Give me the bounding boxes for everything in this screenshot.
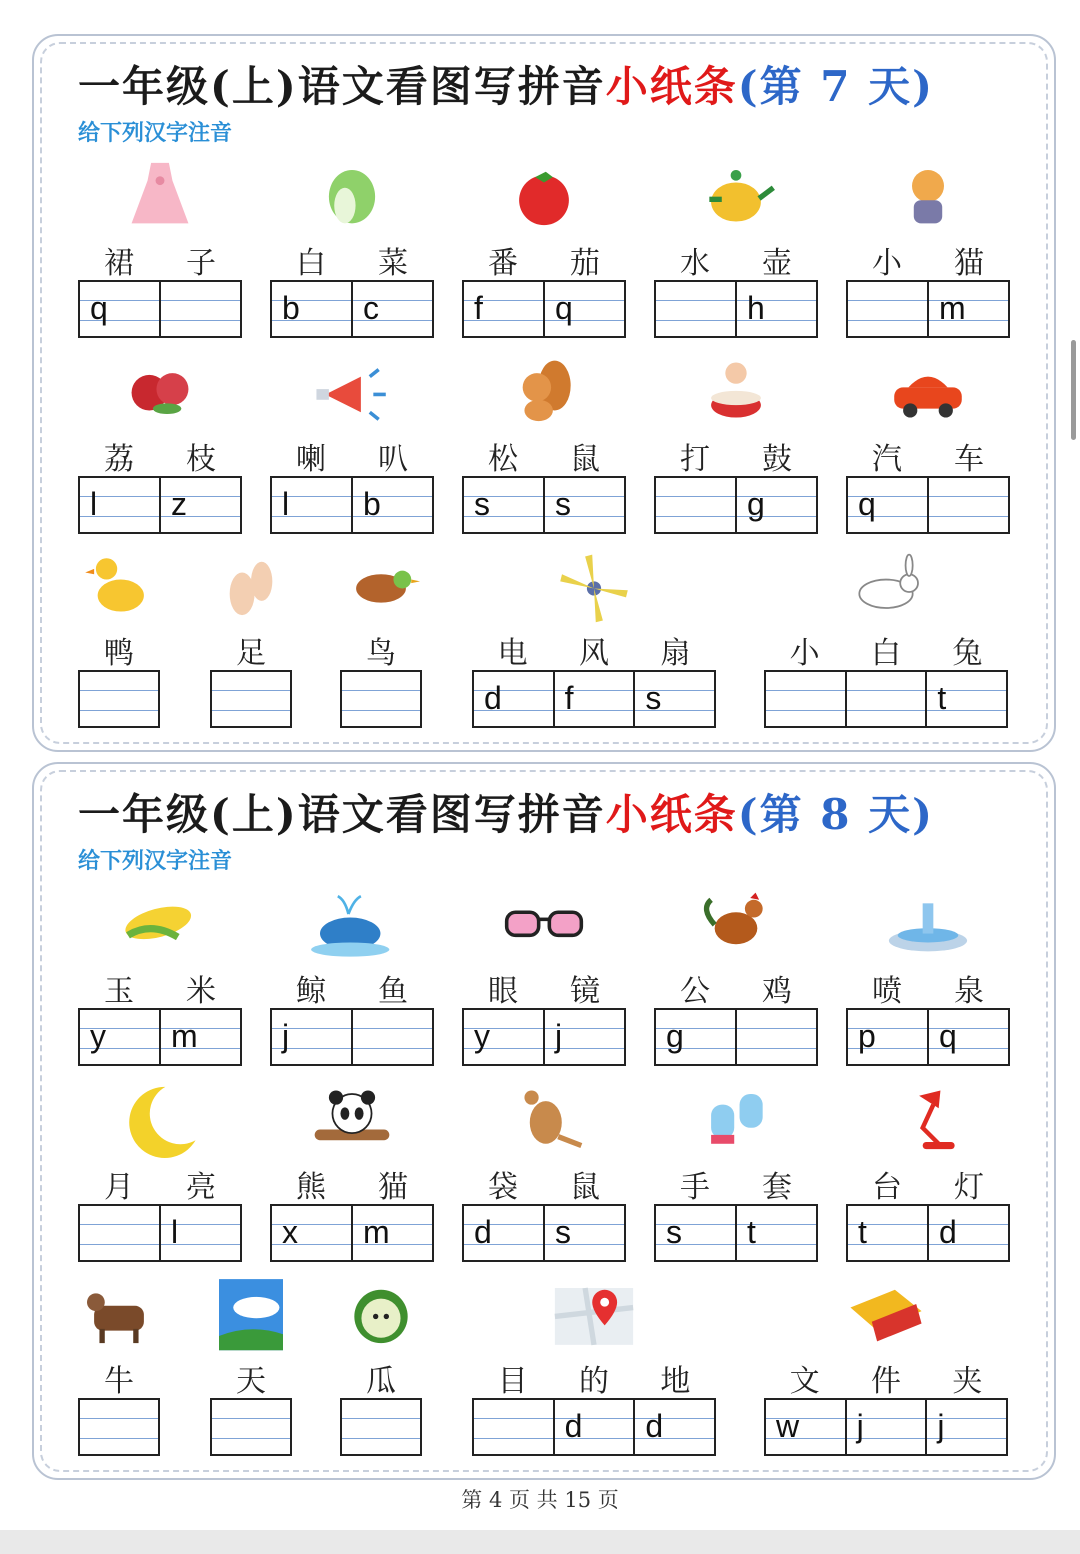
hanzi-char: 喇 [296, 442, 326, 477]
hanzi-char: 米 [186, 974, 216, 1009]
pinyin-writing-box[interactable] [848, 1206, 927, 1260]
pinyin-initial: g [747, 486, 765, 522]
pinyin-initial: t [937, 680, 947, 716]
pinyin-initial: f [564, 680, 574, 716]
car-icon [878, 350, 978, 434]
pinyin-boxes [846, 280, 1010, 338]
hanzi-row [78, 238, 242, 282]
hanzi-char: 车 [954, 442, 984, 477]
kettle-icon [686, 154, 786, 238]
pinyin-writing-box[interactable] [159, 1206, 240, 1260]
hanzi-char: 玉 [104, 974, 134, 1009]
hanzi-char: 的 [578, 1364, 609, 1399]
worksheet-card-day8 [32, 762, 1056, 1480]
hanzi-char: 文 [789, 1364, 820, 1399]
cow-icon [69, 1272, 169, 1356]
pinyin-boxes [210, 1398, 292, 1456]
pinyin-initial: q [939, 1018, 957, 1054]
pinyin-writing-box[interactable] [735, 1206, 816, 1260]
hanzi-row [472, 628, 716, 672]
hanzi-row [764, 628, 1008, 672]
hanzi-char: 泉 [954, 974, 984, 1009]
drum-icon [686, 350, 786, 434]
pinyin-boxes [270, 1008, 434, 1066]
hanzi-char: 小 [872, 246, 902, 281]
dress-icon [110, 154, 210, 238]
pinyin-initial: q [858, 486, 876, 522]
hanzi-char: 兔 [952, 636, 983, 671]
pinyin-initial: h [747, 290, 765, 326]
pinyin-writing-box[interactable] [925, 1400, 1006, 1454]
pinyin-writing-box[interactable] [656, 478, 735, 532]
pinyin-writing-box[interactable] [543, 1010, 624, 1064]
pinyin-initial: p [858, 1018, 876, 1054]
lychee-icon [110, 350, 210, 434]
hanzi-char: 鼠 [570, 1170, 600, 1205]
hanzi-char: 裙 [104, 246, 134, 281]
gloves-icon [686, 1078, 786, 1162]
pinyin-item [462, 350, 626, 532]
hanzi-char: 地 [660, 1364, 691, 1399]
pinyin-writing-box[interactable] [351, 282, 432, 336]
hanzi-row [78, 1162, 242, 1206]
hanzi-char: 镜 [570, 974, 600, 1009]
pinyin-writing-box[interactable] [272, 1206, 351, 1260]
hanzi-char: 打 [680, 442, 710, 477]
pinyin-item [472, 1272, 716, 1454]
instruction-text: 给下列汉字注音 [78, 849, 233, 874]
pinyin-boxes [846, 1204, 1010, 1262]
pinyin-item [846, 1078, 1010, 1260]
pinyin-writing-box[interactable] [656, 1206, 735, 1260]
pinyin-item [78, 1078, 242, 1260]
hanzi-row [846, 1162, 1010, 1206]
pinyin-initial: d [645, 1408, 664, 1444]
pinyin-writing-box[interactable] [351, 478, 432, 532]
pinyin-boxes [210, 670, 292, 728]
pinyin-boxes [472, 670, 716, 728]
pinyin-writing-box[interactable] [464, 478, 543, 532]
hanzi-char: 荔 [104, 442, 134, 477]
pinyin-writing-box[interactable] [735, 1010, 816, 1064]
pinyin-item [764, 544, 1008, 726]
pinyin-initial: b [363, 486, 381, 522]
pinyin-boxes [462, 1008, 626, 1066]
pinyin-writing-box[interactable] [766, 1400, 845, 1454]
hanzi-row [270, 1162, 434, 1206]
pinyin-item [340, 1272, 422, 1454]
pinyin-writing-box[interactable] [656, 1010, 735, 1064]
pinyin-boxes [78, 280, 242, 338]
pinyin-boxes [764, 1398, 1008, 1456]
pinyin-boxes [846, 1008, 1010, 1066]
pinyin-initial: b [282, 290, 300, 326]
title-highlight: 小纸条 [605, 62, 738, 111]
hanzi-row [340, 1356, 422, 1400]
pinyin-item [78, 544, 160, 726]
pinyin-writing-box[interactable] [543, 1206, 624, 1260]
hanzi-row [462, 238, 626, 282]
rooster-icon [686, 882, 786, 966]
hanzi-char: 足 [236, 636, 266, 671]
sky-icon [201, 1272, 301, 1356]
hanzi-char: 喷 [872, 974, 902, 1009]
hanzi-char: 鼠 [570, 442, 600, 477]
pinyin-writing-box[interactable] [464, 1206, 543, 1260]
pinyin-writing-box[interactable] [272, 478, 351, 532]
pinyin-boxes [78, 476, 242, 534]
pinyin-initial: z [171, 486, 187, 522]
pinyin-boxes [340, 670, 422, 728]
pinyin-initial: g [666, 1018, 684, 1054]
glasses-icon [494, 882, 594, 966]
card-title [78, 54, 934, 114]
title-day: (第 8 天) [737, 790, 934, 839]
hanzi-char: 鲸 [296, 974, 326, 1009]
pinyin-boxes [654, 1008, 818, 1066]
pinyin-writing-box[interactable] [159, 478, 240, 532]
whale-icon [302, 882, 402, 966]
pinyin-initial: f [474, 290, 483, 326]
hanzi-row [270, 434, 434, 478]
pinyin-initial: s [666, 1214, 682, 1250]
pinyin-initial: j [937, 1408, 945, 1444]
title-highlight: 小纸条 [605, 790, 738, 839]
pinyin-writing-box[interactable] [848, 1010, 927, 1064]
hanzi-row [472, 1356, 716, 1400]
pinyin-writing-box[interactable] [633, 1400, 714, 1454]
hanzi-char: 件 [870, 1364, 901, 1399]
pinyin-item [462, 1078, 626, 1260]
pinyin-writing-box[interactable] [927, 1010, 1008, 1064]
hanzi-row [270, 238, 434, 282]
hanzi-char: 熊 [296, 1170, 326, 1205]
pinyin-writing-box[interactable] [80, 282, 159, 336]
hanzi-row [78, 1356, 160, 1400]
pinyin-initial: s [474, 486, 490, 522]
title-day: (第 7 天) [737, 62, 934, 111]
hanzi-char: 牛 [104, 1364, 134, 1399]
pinyin-writing-box[interactable] [464, 1010, 543, 1064]
hanzi-row [210, 628, 292, 672]
hanzi-char: 亮 [186, 1170, 216, 1205]
pinyin-boxes [78, 670, 160, 728]
pinyin-boxes [462, 476, 626, 534]
pinyin-writing-box[interactable] [845, 672, 926, 726]
hanzi-char: 叭 [378, 442, 408, 477]
pinyin-item [846, 154, 1010, 336]
pinyin-initial: j [282, 1018, 290, 1054]
page-footer: 第 4 页 共 15 页 [461, 1488, 619, 1512]
pinyin-writing-box[interactable] [80, 1400, 158, 1454]
melon-icon [331, 1272, 431, 1356]
pinyin-writing-box[interactable] [848, 282, 927, 336]
pinyin-initial: q [555, 290, 573, 326]
hanzi-char: 月 [104, 1170, 134, 1205]
trumpet-icon [302, 350, 402, 434]
pinyin-item [210, 1272, 292, 1454]
hanzi-row [654, 238, 818, 282]
pinyin-writing-box[interactable] [342, 1400, 420, 1454]
hanzi-row [654, 434, 818, 478]
rabbit-icon [836, 544, 936, 628]
map-pin-icon [544, 1272, 644, 1356]
hanzi-row [846, 238, 1010, 282]
pinyin-writing-box[interactable] [464, 282, 543, 336]
hanzi-char: 猫 [954, 246, 984, 281]
pinyin-item [472, 544, 716, 726]
hanzi-char: 套 [762, 1170, 792, 1205]
kangaroo-icon [494, 1078, 594, 1162]
pinyin-writing-box[interactable] [212, 672, 290, 726]
hanzi-char: 猫 [378, 1170, 408, 1205]
hanzi-row [462, 1162, 626, 1206]
hanzi-char: 风 [578, 636, 609, 671]
hanzi-row [270, 966, 434, 1010]
pinyin-writing-box[interactable] [80, 1010, 159, 1064]
pinyin-item [78, 154, 242, 336]
pinyin-boxes [270, 1204, 434, 1262]
pinyin-initial: y [474, 1018, 490, 1054]
hanzi-row [78, 966, 242, 1010]
hanzi-row [764, 1356, 1008, 1400]
pinyin-initial: d [939, 1214, 957, 1250]
pinyin-initial: l [171, 1214, 179, 1250]
hanzi-char: 枝 [186, 442, 216, 477]
pinyin-writing-box[interactable] [925, 672, 1006, 726]
pinyin-writing-box[interactable] [272, 282, 351, 336]
pinyin-initial: s [645, 680, 662, 716]
hanzi-char: 小 [789, 636, 820, 671]
hanzi-row [846, 966, 1010, 1010]
pinyin-writing-box[interactable] [351, 1206, 432, 1260]
pinyin-boxes [78, 1204, 242, 1262]
pinyin-writing-box[interactable] [351, 1010, 432, 1064]
hanzi-row [78, 628, 160, 672]
pinyin-writing-box[interactable] [633, 672, 714, 726]
pinyin-writing-box[interactable] [80, 478, 159, 532]
pinyin-writing-box[interactable] [927, 1206, 1008, 1260]
pinyin-boxes [78, 1398, 160, 1456]
pinyin-item [764, 1272, 1008, 1454]
pinyin-item [270, 350, 434, 532]
pinyin-item [270, 1078, 434, 1260]
pinyin-initial: t [858, 1214, 867, 1250]
pinyin-writing-box[interactable] [553, 1400, 634, 1454]
pinyin-boxes [270, 476, 434, 534]
hanzi-char: 电 [497, 636, 528, 671]
title-main: 一年级(上)语文看图写拼音 [78, 62, 606, 111]
squirrel-icon [494, 350, 594, 434]
pinyin-initial: d [564, 1408, 583, 1444]
pinyin-initial: d [484, 680, 502, 716]
cat-icon [878, 154, 978, 238]
pinyin-writing-box[interactable] [80, 672, 158, 726]
pinyin-writing-box[interactable] [212, 1400, 290, 1454]
fan-icon [544, 544, 644, 628]
panda-icon [302, 1078, 402, 1162]
pinyin-initial: w [776, 1408, 800, 1444]
hanzi-char: 台 [872, 1170, 902, 1205]
pinyin-item [462, 882, 626, 1064]
pinyin-initial: s [555, 486, 571, 522]
hanzi-char: 汽 [872, 442, 902, 477]
fountain-icon [878, 882, 978, 966]
pinyin-boxes [78, 1008, 242, 1066]
pinyin-boxes [654, 1204, 818, 1262]
duck-icon [69, 544, 169, 628]
pinyin-writing-box[interactable] [927, 478, 1008, 532]
pinyin-initial: j [856, 1408, 864, 1444]
corn-icon [110, 882, 210, 966]
pinyin-boxes [764, 670, 1008, 728]
hanzi-char: 壶 [762, 246, 792, 281]
title-main: 一年级(上)语文看图写拼音 [78, 790, 606, 839]
pinyin-initial: m [939, 290, 966, 326]
hanzi-char: 白 [870, 636, 901, 671]
pinyin-item [654, 1078, 818, 1260]
pinyin-writing-box[interactable] [553, 672, 634, 726]
pinyin-writing-box[interactable] [474, 672, 553, 726]
pinyin-boxes [846, 476, 1010, 534]
hanzi-char: 公 [680, 974, 710, 1009]
pinyin-writing-box[interactable] [766, 672, 845, 726]
pinyin-item [340, 544, 422, 726]
moon-icon [110, 1078, 210, 1162]
pinyin-boxes [472, 1398, 716, 1456]
pinyin-item [270, 882, 434, 1064]
pinyin-initial: d [474, 1214, 492, 1250]
hanzi-char: 鱼 [378, 974, 408, 1009]
hanzi-char: 天 [236, 1364, 266, 1399]
folder-icon [836, 1272, 936, 1356]
hanzi-char: 松 [488, 442, 518, 477]
hanzi-char: 子 [186, 246, 216, 281]
pinyin-initial: y [90, 1018, 106, 1054]
hanzi-char: 茄 [570, 246, 600, 281]
pinyin-writing-box[interactable] [80, 1206, 159, 1260]
pinyin-boxes [462, 1204, 626, 1262]
hanzi-row [78, 434, 242, 478]
card-title [78, 782, 934, 842]
pinyin-writing-box[interactable] [543, 478, 624, 532]
hanzi-char: 鼓 [762, 442, 792, 477]
hanzi-row [462, 434, 626, 478]
pinyin-writing-box[interactable] [272, 1010, 351, 1064]
pinyin-writing-box[interactable] [845, 1400, 926, 1454]
hanzi-char: 鸭 [104, 636, 134, 671]
hanzi-char: 鸡 [762, 974, 792, 1009]
hanzi-char: 灯 [954, 1170, 984, 1205]
pinyin-initial: x [282, 1214, 298, 1250]
pinyin-writing-box[interactable] [735, 478, 816, 532]
pinyin-writing-box[interactable] [159, 1010, 240, 1064]
pinyin-initial: m [171, 1018, 198, 1054]
pinyin-writing-box[interactable] [543, 282, 624, 336]
pinyin-item [846, 882, 1010, 1064]
pinyin-initial: q [90, 290, 108, 326]
scrollbar[interactable] [1071, 340, 1076, 440]
hanzi-char: 番 [488, 246, 518, 281]
hanzi-char: 菜 [378, 246, 408, 281]
hanzi-char: 袋 [488, 1170, 518, 1205]
pinyin-boxes [270, 280, 434, 338]
hanzi-row [654, 1162, 818, 1206]
pinyin-item [654, 882, 818, 1064]
pinyin-item [270, 154, 434, 336]
pinyin-boxes [654, 476, 818, 534]
hanzi-char: 目 [497, 1364, 528, 1399]
pinyin-initial: j [555, 1018, 563, 1054]
cabbage-icon [302, 154, 402, 238]
hanzi-char: 扇 [660, 636, 691, 671]
bird-icon [331, 544, 431, 628]
hanzi-char: 眼 [488, 974, 518, 1009]
pinyin-initial: t [747, 1214, 756, 1250]
hanzi-row [846, 434, 1010, 478]
hanzi-row [210, 1356, 292, 1400]
pinyin-initial: s [555, 1214, 571, 1250]
pinyin-item [654, 154, 818, 336]
hanzi-char: 白 [296, 246, 326, 281]
pinyin-item [462, 154, 626, 336]
pinyin-item [846, 350, 1010, 532]
pinyin-initial: c [363, 290, 379, 326]
instruction-text: 给下列汉字注音 [78, 121, 233, 146]
feet-icon [201, 544, 301, 628]
pinyin-writing-box[interactable] [656, 282, 735, 336]
worksheet-card-day7 [32, 34, 1056, 752]
hanzi-char: 手 [680, 1170, 710, 1205]
pinyin-writing-box[interactable] [342, 672, 420, 726]
pinyin-boxes [462, 280, 626, 338]
pinyin-writing-box[interactable] [927, 282, 1008, 336]
pinyin-item [78, 350, 242, 532]
hanzi-char: 水 [680, 246, 710, 281]
hanzi-row [654, 966, 818, 1010]
hanzi-char: 夹 [952, 1364, 983, 1399]
pinyin-writing-box[interactable] [735, 282, 816, 336]
pinyin-item [78, 882, 242, 1064]
tomato-icon [494, 154, 594, 238]
lamp-icon [878, 1078, 978, 1162]
pinyin-item [78, 1272, 160, 1454]
hanzi-char: 瓜 [366, 1364, 396, 1399]
pinyin-boxes [654, 280, 818, 338]
pinyin-initial: l [282, 486, 290, 522]
pinyin-writing-box[interactable] [159, 282, 240, 336]
pinyin-writing-box[interactable] [848, 478, 927, 532]
pinyin-initial: l [90, 486, 98, 522]
pinyin-boxes [340, 1398, 422, 1456]
hanzi-row [340, 628, 422, 672]
hanzi-char: 鸟 [366, 636, 396, 671]
pinyin-writing-box[interactable] [474, 1400, 553, 1454]
pinyin-item [210, 544, 292, 726]
pinyin-item [654, 350, 818, 532]
hanzi-row [462, 966, 626, 1010]
pinyin-initial: m [363, 1214, 390, 1250]
